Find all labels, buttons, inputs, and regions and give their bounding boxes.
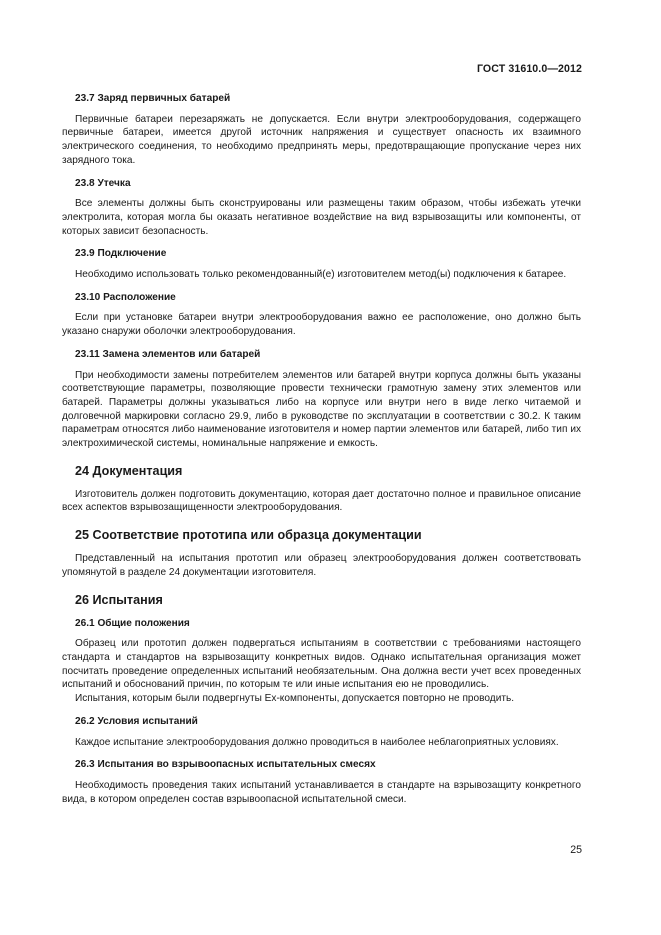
standard-code-header: ГОСТ 31610.0—2012 — [476, 63, 582, 75]
subsection-title: 23.9 Подключение — [75, 248, 167, 260]
paragraph: Представленный на испытания прототип или образец электрооборудования должен соответствовать упомянутой в разделе 24 документации изготовителя. — [62, 553, 581, 578]
section-24 — [62, 463, 581, 515]
subsection-23-10 — [62, 291, 581, 339]
paragraph: При необходимости замены потребителем элементов или батарей внутри корпуса должны быть указаны соответствующие параметры, позволяющие провести технически грамотную замену этих элементов или батарей. Параметры должны указываться либо на корпусе или внутри него в виде легко читаемой и долговечной маркировки согласно 29.9, либо в руководстве по эксплуатации в соответствии с 30.2. К таким параметрам относятся либо наименование изготовителя и номер партии элементов или батарей, либо тип их электрохимической системы, номинальные напряжение и емкость. — [62, 369, 581, 450]
subsection-title: 23.8 Утечка — [75, 177, 131, 189]
subsection-26-3 — [62, 758, 581, 806]
paragraph: Первичные батареи перезаряжать не допускается. Если внутри электрооборудования, содержащего первичные батареи, имеется другой источник напряжения и существует опасность их взаимного электрического соединения, то необходимо предпринять меры, предотвращающие пропускание через них зарядного тока. — [62, 113, 581, 166]
subsection-23-9 — [62, 247, 581, 281]
subsection-23-8 — [62, 177, 581, 239]
paragraph: Если при установке батареи внутри электрооборудования важно ее расположение, оно должно быть указано снаружи оболочки электрооборудования. — [62, 312, 581, 338]
paragraph: Испытания, которым были подвергнуты Ex-компоненты, допускается повторно не проводить. — [75, 693, 515, 705]
document-content — [62, 92, 581, 815]
subsection-title: 23.11 Замена элементов или батарей — [75, 348, 261, 360]
page-number: 25 — [570, 844, 582, 856]
paragraph: Каждое испытание электрооборудования должно проводиться в наиболее неблагоприятных условиях. — [75, 736, 559, 748]
paragraph: Изготовитель должен подготовить документацию, которая дает достаточно полное и правильное описание всех аспектов взрывозащищенности электрооборудования. — [62, 488, 581, 514]
subsection-title: 23.10 Расположение — [75, 291, 176, 303]
subsection-23-7 — [62, 92, 581, 168]
paragraph: Необходимо использовать только рекомендованный(е) изготовителем метод(ы) подключения к батарее. — [75, 269, 567, 281]
section-25 — [62, 527, 581, 579]
subsection-26-1 — [62, 617, 581, 706]
subsection-26-2 — [62, 715, 581, 749]
paragraph: Все элементы должны быть сконструированы или размещены таким образом, чтобы избежать утечки электролита, которая могла бы оказать негативное воздействие на вид взрывозащиты или компоненты, от которых зависит безопасность. — [62, 198, 581, 237]
paragraph: Образец или прототип должен подвергаться испытаниям в соответствии с требованиями настоящего стандарта и стандартов на взрывозащиту конкретных видов. Однако испытательная организация может посчитать проведение определенных испытаний необязательным. Она должна вести учет всех проведенных испытаний и обоснований причин, по которым те или иные испытания ею не проводились. — [62, 638, 581, 691]
subsection-title: 26.2 Условия испытаний — [75, 715, 198, 727]
paragraph: Необходимость проведения таких испытаний устанавливается в стандарте на взрывозащиту конкретного вида, в котором определен состав взрывоопасной испытательной смеси. — [62, 779, 581, 805]
subsection-23-11 — [62, 348, 581, 451]
section-title: 25 Соответствие прототипа или образца документации — [75, 528, 422, 543]
subsection-title: 23.7 Заряд первичных батарей — [75, 93, 231, 104]
subsection-title: 26.3 Испытания во взрывоопасных испытательных смесях — [75, 759, 376, 771]
subsection-title: 26.1 Общие положения — [75, 617, 190, 629]
section-title: 26 Испытания — [75, 592, 163, 607]
section-title: 24 Документация — [75, 463, 183, 478]
